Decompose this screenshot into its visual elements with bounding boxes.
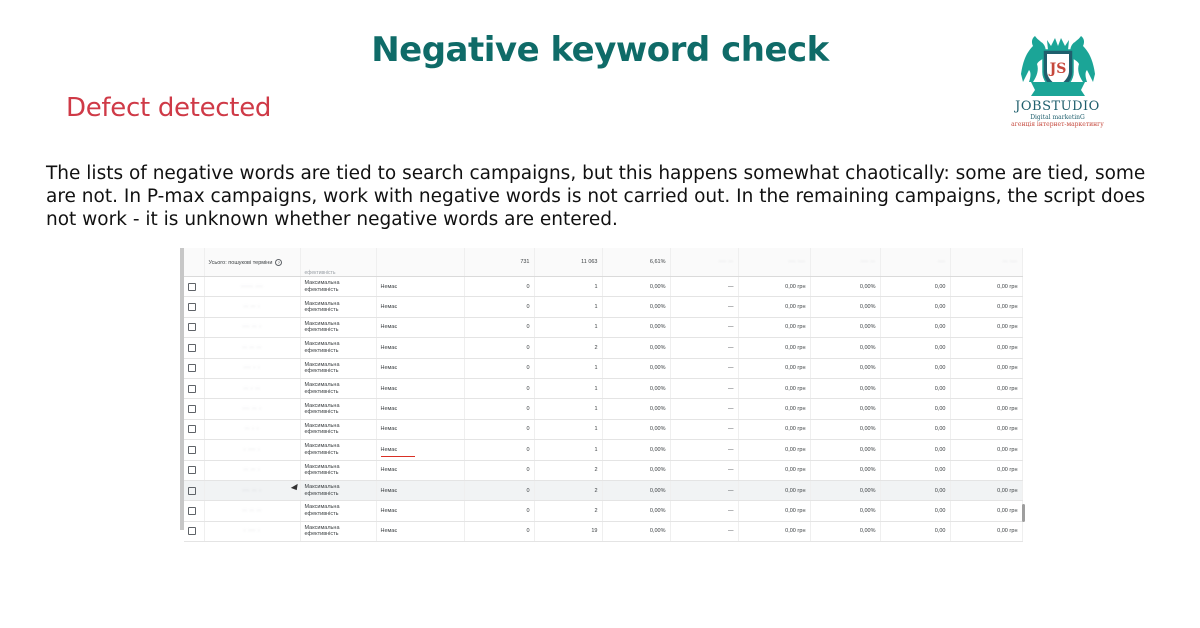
bid-strategy-line2: ефективність (304, 449, 339, 456)
row-checkbox[interactable] (188, 344, 196, 352)
search-term: ·· ·· ·· (242, 344, 262, 351)
search-term: ·· ·· · (243, 467, 261, 474)
metric-value: 0,00 (880, 338, 950, 358)
metric-value: 0,00 грн (950, 440, 1022, 460)
table-row (184, 460, 1022, 480)
bid-strategy-line1: Максимальна (304, 524, 340, 531)
row-checkbox[interactable] (188, 405, 196, 413)
status-value: Немає (380, 385, 398, 392)
bid-strategy-cell (300, 277, 376, 297)
status-value: Немає (380, 344, 398, 351)
bid-strategy-line2: ефективність (304, 347, 339, 354)
metric-value: 0,00% (810, 521, 880, 541)
metric-value: 2 (534, 338, 602, 358)
metric-value: 1 (534, 378, 602, 398)
search-term-cell (204, 358, 300, 378)
metric-value: 0,00 грн (950, 277, 1022, 297)
row-checkbox-cell (184, 440, 204, 460)
bid-strategy-cell (300, 297, 376, 317)
metric-value: 0,00 грн (950, 460, 1022, 480)
metric-value: 0,00% (810, 378, 880, 398)
metric-value: — (670, 317, 738, 337)
total-value: 731 (464, 248, 534, 277)
search-term: ··· ·· · (242, 406, 262, 413)
bid-strategy-line2: ефективність (304, 368, 339, 375)
bid-strategy-line2: ефективність (304, 429, 339, 436)
status-value: Немає (380, 304, 398, 311)
row-checkbox[interactable] (188, 487, 196, 495)
bid-strategy-line1: Максимальна (304, 341, 340, 348)
status-value: Немає (381, 447, 416, 457)
row-checkbox-cell (184, 277, 204, 297)
bid-strategy-line2: ефективність (304, 409, 339, 416)
row-checkbox-cell (184, 419, 204, 439)
metric-value: 0,00 (880, 440, 950, 460)
table-row (184, 419, 1022, 439)
metric-value: 0,00 (880, 277, 950, 297)
bid-strategy-cell (300, 338, 376, 358)
metric-value: 0,00 (880, 378, 950, 398)
bid-strategy-cell (300, 480, 376, 500)
bid-strategy-line2: ефективність (304, 510, 339, 517)
metric-value: 0,00% (602, 460, 670, 480)
status-cell (376, 419, 464, 439)
row-checkbox[interactable] (188, 527, 196, 535)
table-row (184, 378, 1022, 398)
metric-value: 0,00 грн (738, 317, 810, 337)
status-value: Немає (380, 426, 398, 433)
total-row (184, 248, 1022, 277)
table-row (184, 338, 1022, 358)
row-checkbox[interactable] (188, 466, 196, 474)
slide-title: Negative keyword check (371, 30, 829, 70)
google-ads-search-terms-screenshot (180, 248, 1026, 538)
metric-value: 0,00% (602, 419, 670, 439)
metric-value: 0,00% (810, 338, 880, 358)
bid-strategy-cell (300, 440, 376, 460)
metric-value: 0,00 грн (738, 460, 810, 480)
metric-value: 0,00% (602, 297, 670, 317)
metric-value: 0,00 (880, 501, 950, 521)
status-cell (376, 297, 464, 317)
bid-strategy-line1: Максимальна (304, 484, 340, 491)
status-value: Немає (380, 528, 398, 535)
bid-strategy-line2: ефективність (304, 327, 339, 334)
metric-value: 1 (534, 358, 602, 378)
row-checkbox[interactable] (188, 283, 196, 291)
status-cell (376, 460, 464, 480)
metric-value: 1 (534, 419, 602, 439)
search-term-cell (204, 501, 300, 521)
status-value: Немає (380, 283, 398, 290)
bid-strategy-line1: Максимальна (304, 361, 340, 368)
metric-value: 0,00 грн (738, 419, 810, 439)
search-term-cell (204, 399, 300, 419)
row-checkbox-cell (184, 480, 204, 500)
metric-value: 0,00 грн (950, 297, 1022, 317)
metric-value: 0,00 (880, 297, 950, 317)
metric-value: — (670, 440, 738, 460)
total-strategy-fragment: ефективність (300, 248, 376, 277)
metric-value: — (670, 358, 738, 378)
row-checkbox-cell (184, 297, 204, 317)
metric-value: 1 (534, 297, 602, 317)
metric-value: 2 (534, 460, 602, 480)
status-value: Немає (380, 365, 398, 372)
bid-strategy-line2: ефективність (304, 286, 339, 293)
metric-value: — (670, 399, 738, 419)
bid-strategy-line1: Максимальна (304, 280, 340, 287)
metric-value: 0,00% (810, 460, 880, 480)
metric-value: 0,00 грн (738, 378, 810, 398)
bid-strategy-line1: Максимальна (304, 402, 340, 409)
bid-strategy-line1: Максимальна (304, 382, 340, 389)
logo-emblem-icon (1017, 30, 1099, 100)
bid-strategy-cell (300, 460, 376, 480)
metric-value: — (670, 338, 738, 358)
metric-value: — (670, 378, 738, 398)
bid-strategy-cell (300, 419, 376, 439)
row-checkbox-cell (184, 378, 204, 398)
total-value: 11 063 (534, 248, 602, 277)
metric-value: 0,00 грн (738, 440, 810, 460)
metric-value: 0,00 (880, 358, 950, 378)
total-value: ·· ··· (950, 248, 1022, 277)
logo-name: JOBSTUDIO (1015, 99, 1100, 114)
bid-strategy-line2: ефективність (304, 470, 339, 477)
metric-value: 0,00 грн (738, 521, 810, 541)
search-term: ··· · · (243, 365, 261, 372)
metric-value: 0,00% (602, 277, 670, 297)
bid-strategy-cell (300, 521, 376, 541)
table-row (184, 358, 1022, 378)
table-row (184, 440, 1022, 460)
row-checkbox[interactable] (188, 364, 196, 372)
search-term: ·· ·· · (243, 304, 261, 311)
metric-value: 0,00 грн (950, 501, 1022, 521)
row-checkbox-cell (184, 317, 204, 337)
metric-value: 0 (464, 358, 534, 378)
metric-value: 0,00% (810, 277, 880, 297)
total-value: ··· ·· (670, 248, 738, 277)
row-checkbox-cell (184, 460, 204, 480)
bid-strategy-line1: Максимальна (304, 320, 340, 327)
status-cell (376, 317, 464, 337)
search-term-cell (204, 378, 300, 398)
metric-value: 0,00% (810, 501, 880, 521)
bid-strategy-cell (300, 399, 376, 419)
status-cell (376, 501, 464, 521)
search-term: · ··· · (243, 446, 261, 453)
search-term: ·· · · (244, 426, 260, 433)
status-cell (376, 378, 464, 398)
metric-value: 0 (464, 501, 534, 521)
status-value: Немає (380, 467, 398, 474)
metric-value: 0,00 грн (738, 277, 810, 297)
metric-value: 0,00% (810, 419, 880, 439)
bid-strategy-line2: ефективність (304, 490, 339, 497)
metric-value: 0 (464, 399, 534, 419)
row-checkbox-cell (184, 521, 204, 541)
table-row (184, 317, 1022, 337)
status-value: Немає (380, 324, 398, 331)
row-checkbox[interactable] (188, 323, 196, 331)
metric-value: — (670, 460, 738, 480)
metric-value: 0,00 грн (950, 358, 1022, 378)
metric-value: 0,00 грн (738, 399, 810, 419)
total-value: ··· (880, 248, 950, 277)
row-checkbox-cell (184, 338, 204, 358)
metric-value: 0,00% (810, 440, 880, 460)
logo-tagline-ua: агенція інтернет-маркетингу (1011, 121, 1104, 128)
metric-value: 0,00% (602, 480, 670, 500)
logo-initials: JS (1049, 61, 1066, 77)
status-value: Немає (380, 507, 398, 514)
metric-value: 0,00 грн (738, 338, 810, 358)
status-cell (376, 399, 464, 419)
scrollbar-thumb[interactable] (1022, 504, 1025, 522)
row-checkbox-cell (184, 501, 204, 521)
bid-strategy-line1: Максимальна (304, 422, 340, 429)
metric-value: — (670, 277, 738, 297)
metric-value: 0,00 грн (950, 317, 1022, 337)
metric-value: 0 (464, 419, 534, 439)
metric-value: 0,00% (810, 297, 880, 317)
status-cell (376, 277, 464, 297)
bid-strategy-cell (300, 378, 376, 398)
metric-value: 0,00 грн (738, 358, 810, 378)
bid-strategy-cell (300, 358, 376, 378)
help-icon[interactable]: ? (275, 259, 282, 266)
jobstudio-logo (1005, 30, 1110, 134)
search-terms-table (184, 248, 1023, 542)
bid-strategy-line2: ефективність (304, 307, 339, 314)
metric-value: 0,00 (880, 399, 950, 419)
total-value: ··· ··· (738, 248, 810, 277)
bid-strategy-line2: ефективність (304, 531, 339, 538)
metric-value: 0 (464, 277, 534, 297)
search-term: ····· ··· (240, 283, 264, 290)
metric-value: 0 (464, 460, 534, 480)
table-row (184, 501, 1022, 521)
row-checkbox[interactable] (188, 385, 196, 393)
metric-value: 0,00 (880, 317, 950, 337)
metric-value: 0,00% (810, 399, 880, 419)
row-checkbox-cell (184, 399, 204, 419)
table-row (184, 480, 1022, 500)
search-term-cell (204, 338, 300, 358)
metric-value: 0 (464, 297, 534, 317)
table-row (184, 399, 1022, 419)
status-cell (376, 440, 464, 460)
metric-value: 1 (534, 277, 602, 297)
table-row (184, 277, 1022, 297)
metric-value: 0,00% (810, 317, 880, 337)
metric-value: 0,00 грн (738, 297, 810, 317)
status-cell (376, 338, 464, 358)
bid-strategy-cell (300, 317, 376, 337)
search-term: ·· ·· ·· (242, 507, 262, 514)
status-cell (376, 358, 464, 378)
row-checkbox[interactable] (188, 425, 196, 433)
search-term-cell (204, 480, 300, 500)
metric-value: 0 (464, 317, 534, 337)
table-row (184, 521, 1022, 541)
search-term-cell (204, 297, 300, 317)
metric-value: 0,00 (880, 521, 950, 541)
metric-value: — (670, 501, 738, 521)
metric-value: 0,00 (880, 460, 950, 480)
metric-value: 0,00 грн (950, 338, 1022, 358)
metric-value: 0,00 грн (738, 480, 810, 500)
metric-value: 0,00% (810, 480, 880, 500)
metric-value: 0,00% (602, 338, 670, 358)
metric-value: 0,00 грн (950, 521, 1022, 541)
metric-value: 0,00% (602, 501, 670, 521)
metric-value: 1 (534, 440, 602, 460)
metric-value: 0,00 грн (738, 501, 810, 521)
bid-strategy-line1: Максимальна (304, 463, 340, 470)
bid-strategy-line2: ефективність (304, 388, 339, 395)
search-term: · ··· · (243, 528, 261, 535)
metric-value: — (670, 480, 738, 500)
search-term-cell (204, 521, 300, 541)
status-cell (376, 521, 464, 541)
metric-value: 0 (464, 378, 534, 398)
metric-value: 19 (534, 521, 602, 541)
metric-value: 0 (464, 480, 534, 500)
metric-value: 1 (534, 317, 602, 337)
search-term-cell (204, 277, 300, 297)
search-term: ·· · ·· (243, 385, 261, 392)
row-checkbox[interactable] (188, 303, 196, 311)
metric-value: 0,00 грн (950, 399, 1022, 419)
row-checkbox[interactable] (188, 446, 196, 454)
slide-subtitle: Defect detected (66, 93, 272, 123)
bid-strategy-line1: Максимальна (304, 300, 340, 307)
metric-value: 0,00% (810, 358, 880, 378)
status-value: Немає (380, 487, 398, 494)
search-term-cell (204, 460, 300, 480)
status-value: Немає (380, 406, 398, 413)
metric-value: 1 (534, 399, 602, 419)
logo-tagline: Digital marketinG (1030, 114, 1085, 121)
search-term: ··· ·· · (242, 487, 262, 494)
metric-value: 0,00% (602, 358, 670, 378)
table-row (184, 297, 1022, 317)
metric-value: 0,00 (880, 480, 950, 500)
metric-value: 0,00% (602, 521, 670, 541)
metric-value: 0,00 (880, 419, 950, 439)
search-term: ··· ·· · (242, 324, 262, 331)
bid-strategy-line1: Максимальна (304, 443, 340, 450)
total-value: ··· ·· (810, 248, 880, 277)
metric-value: — (670, 521, 738, 541)
metric-value: 2 (534, 501, 602, 521)
search-term-cell (204, 419, 300, 439)
metric-value: 0 (464, 338, 534, 358)
metric-value: 0 (464, 440, 534, 460)
metric-value: 0,00% (602, 317, 670, 337)
total-label: Усього: пошукові терміни ? (204, 248, 300, 277)
metric-value: — (670, 297, 738, 317)
search-term-cell (204, 440, 300, 460)
row-checkbox-cell (184, 358, 204, 378)
metric-value: — (670, 419, 738, 439)
metric-value: 0 (464, 521, 534, 541)
metric-value: 0,00 грн (950, 419, 1022, 439)
metric-value: 0,00% (602, 378, 670, 398)
slide-body-text: The lists of negative words are tied to search campaigns, but this happens somewhat chaotically: some are tied, some are not. In P-max campaigns, work with negative words is not carried out. In the remaining campaigns, the script does not work - it is unknown whether negative words are entered. (46, 163, 1146, 230)
bid-strategy-line1: Максимальна (304, 504, 340, 511)
row-checkbox[interactable] (188, 507, 196, 515)
metric-value: 0,00 грн (950, 378, 1022, 398)
bid-strategy-cell (300, 501, 376, 521)
metric-value: 0,00% (602, 399, 670, 419)
metric-value: 0,00% (602, 440, 670, 460)
metric-value: 2 (534, 480, 602, 500)
total-value: 6,61% (602, 248, 670, 277)
search-term-cell (204, 317, 300, 337)
status-cell (376, 480, 464, 500)
metric-value: 0,00 грн (950, 480, 1022, 500)
